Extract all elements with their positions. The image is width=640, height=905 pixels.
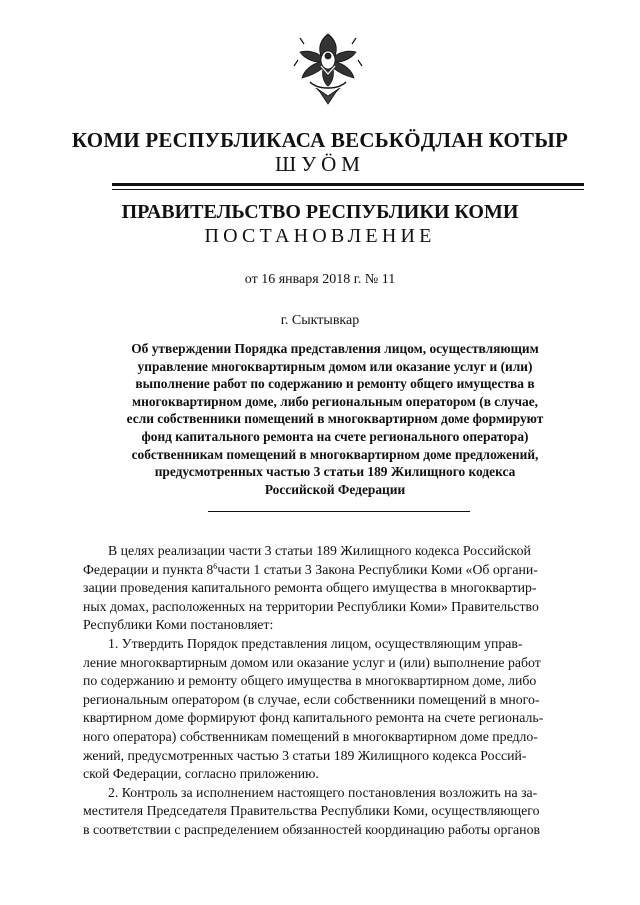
- item2-line: [83, 802, 598, 821]
- item1-line: [83, 691, 598, 710]
- text-run: зации проведения капитального ремонта общего имущества в многоквартир-: [83, 580, 537, 596]
- preamble-line: [83, 542, 598, 561]
- org-title-ru: ПРАВИТЕЛЬСТВО РЕСПУБЛИКИ КОМИ: [121, 201, 519, 223]
- item2-line: [83, 821, 598, 840]
- subject-line: Российской Федерации: [264, 481, 406, 497]
- item1-line: [83, 728, 598, 747]
- text-run: ного оператора) собственникам помещений в многоквартирном доме предло-: [83, 728, 538, 744]
- text-run: местителя Председателя Правительства Республики Коми, осуществляющего: [83, 803, 540, 819]
- subject-separator: [208, 511, 470, 512]
- subject-line: фонд капитального ремонта на счете регионального оператора): [141, 428, 529, 444]
- text-run: ных домах, расположенных на территории Республики Коми» Правительство: [83, 598, 539, 614]
- preamble-line: [83, 598, 598, 617]
- komi-coat-of-arms-icon: [290, 30, 366, 110]
- preamble-line: [83, 579, 598, 598]
- item1-line: [83, 747, 598, 766]
- subject-line: многоквартирном доме, либо региональным оператором (в случае,: [132, 393, 538, 409]
- text-run: части 1 статьи 3 Закона Республики Коми «Об органи-: [217, 561, 538, 577]
- document-subject: [100, 340, 570, 498]
- header-rule-thick: [112, 183, 584, 186]
- item1-line: [83, 635, 598, 654]
- subject-line: собственникам помещений в многоквартирном доме предложений,: [131, 446, 539, 462]
- header-rule-thin: [112, 189, 584, 190]
- doc-type-ru: ПОСТАНОВЛЕНИЕ: [204, 225, 436, 247]
- document-body: [83, 542, 598, 840]
- org-title-komi: КОМИ РЕСПУБЛИКАСА ВЕСЬКӦДЛАН КОТЫР: [71, 128, 569, 152]
- subject-line: предусмотренных частью 3 статьи 189 Жилищного кодекса: [154, 464, 516, 480]
- subject-line: управление многоквартирным домом или оказание услуг и (или): [137, 358, 533, 374]
- text-run: жений, предусмотренных частью 3 статьи 189 Жилищного кодекса Россий-: [83, 747, 527, 763]
- document-date-number: от 16 января 2018 г. № 11: [244, 272, 396, 287]
- text-run: 2. Контроль за исполнением настоящего постановления возложить на за-: [108, 784, 538, 800]
- text-run: Республики Коми постановляет:: [83, 617, 274, 633]
- document-city: г. Сыктывкар: [280, 313, 360, 328]
- text-run: ской Федерации, согласно приложению.: [83, 766, 319, 782]
- superscript: 6: [213, 561, 218, 571]
- text-run: в соответствии с распределением обязанностей координацию работы органов: [83, 821, 540, 837]
- item1-line: [83, 654, 598, 673]
- item1-line: [83, 709, 598, 728]
- preamble-line: [83, 616, 598, 635]
- item2-line: [83, 784, 598, 803]
- text-run: по содержанию и ремонту общего имущества в многоквартирном доме, либо: [83, 673, 537, 689]
- preamble-line: [83, 561, 598, 580]
- item1-line: [83, 672, 598, 691]
- subject-line: если собственники помещений в многоквартирном доме формируют: [126, 411, 544, 427]
- text-run: 1. Утвердить Порядок представления лицом, осуществляющим управ-: [108, 635, 523, 651]
- text-run: [83, 561, 538, 580]
- text-run: Федерации и пункта 8: [83, 561, 214, 577]
- text-run: региональным оператором (в случае, если собственники помещений в много-: [83, 691, 540, 707]
- text-run: квартирном доме формируют фонд капитального ремонта на счете региональ-: [83, 710, 544, 726]
- doc-type-komi: ШУӦМ: [275, 152, 365, 176]
- item1-line: [83, 765, 598, 784]
- subject-line: Об утверждении Порядка представления лицом, осуществляющим: [131, 341, 539, 356]
- subject-line: выполнение работ по содержанию и ремонту общего имущества в: [135, 376, 535, 392]
- text-run: ление многоквартирным домом или оказание услуг и (или) выполнение работ: [83, 654, 541, 670]
- text-run: В целях реализации части 3 статьи 189 Жилищного кодекса Российской: [108, 543, 531, 558]
